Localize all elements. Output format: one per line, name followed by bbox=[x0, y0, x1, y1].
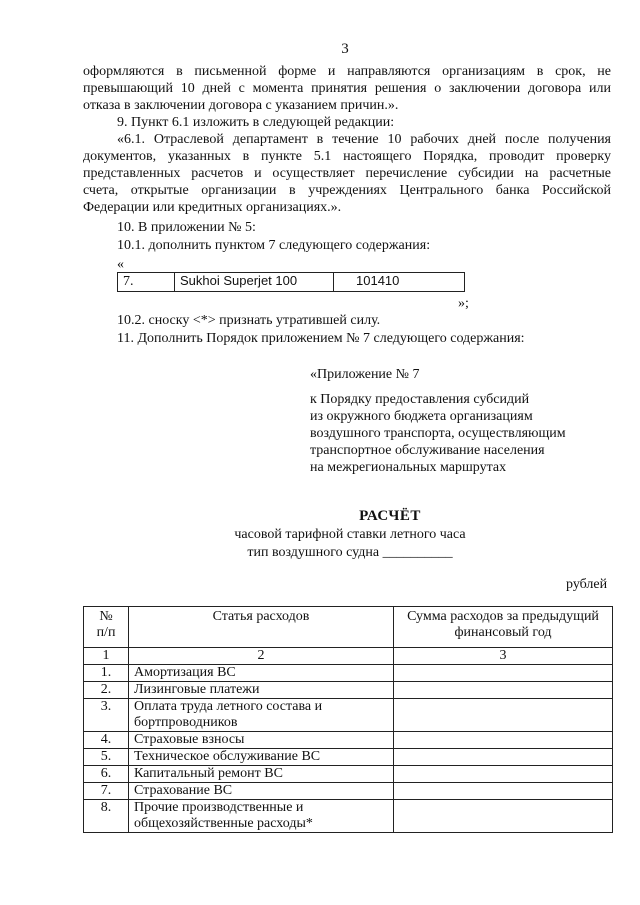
row-num: 7. bbox=[84, 783, 129, 800]
row-item-line: Оплата труда летного состава и bbox=[134, 699, 323, 714]
column-number: 1 bbox=[84, 648, 129, 665]
column-number: 3 bbox=[394, 648, 613, 665]
row-item bbox=[129, 800, 394, 833]
inserted-row-table bbox=[117, 272, 465, 292]
item-9-line: Федерации или кредитных организациях.». bbox=[83, 200, 342, 215]
item-10-heading: 10. В приложении № 5: bbox=[117, 220, 256, 235]
calc-subtitle: часовой тарифной ставки летного часа bbox=[234, 527, 466, 542]
row-sum bbox=[394, 682, 613, 699]
appendix-line: из окружного бюджета организациям bbox=[310, 409, 533, 424]
row-sum bbox=[394, 699, 613, 732]
item-9-line: представленных расчетов и осуществляет перечисление субсидии на расчетные bbox=[83, 166, 611, 181]
item-9-line: документов, указанных в пункте 5.1 настоящего Порядка, проводит проверку bbox=[83, 149, 611, 164]
row-item: Страховые взносы bbox=[129, 732, 394, 749]
item-9-line: «6.1. Отраслевой департамент в течение 10 рабочих дней после получения bbox=[117, 132, 611, 147]
row-sum bbox=[394, 749, 613, 766]
row-sum bbox=[394, 783, 613, 800]
open-quote: « bbox=[117, 257, 124, 272]
currency-label: рублей bbox=[566, 577, 608, 592]
row-item-line: Прочие производственные и bbox=[134, 800, 304, 815]
inserted-row-value: 101410 bbox=[334, 273, 465, 292]
header-sum-line: финансовый год bbox=[454, 625, 552, 640]
row-item-line: бортпроводников bbox=[134, 715, 238, 730]
item-9-line: счета, открытые организации в учреждениях Центрального банка Российской bbox=[83, 183, 611, 198]
inserted-row-aircraft: Sukhoi Superjet 100 bbox=[175, 273, 334, 292]
column-number: 2 bbox=[129, 648, 394, 665]
header-num-line: п/п bbox=[96, 625, 116, 640]
page-number: 3 bbox=[341, 41, 349, 57]
table-row bbox=[84, 682, 613, 699]
intro-line: отказа в заключении договора с указанием причин.». bbox=[83, 98, 399, 113]
row-item: Капитальный ремонт ВС bbox=[129, 766, 394, 783]
row-item bbox=[129, 699, 394, 732]
aircraft-type-line: тип воздушного судна __________ bbox=[247, 545, 453, 560]
row-item-line: общехозяйственные расходы* bbox=[134, 816, 313, 831]
row-num: 2. bbox=[84, 682, 129, 699]
header-sum bbox=[394, 607, 613, 648]
table-row bbox=[84, 665, 613, 682]
row-sum bbox=[394, 732, 613, 749]
table-row bbox=[84, 749, 613, 766]
table-header-row bbox=[84, 607, 613, 648]
row-sum bbox=[394, 766, 613, 783]
item-9-heading: 9. Пункт 6.1 изложить в следующей редакции: bbox=[117, 115, 395, 130]
header-num-line: № bbox=[99, 609, 113, 624]
table-row bbox=[84, 732, 613, 749]
calc-title: РАСЧЁТ bbox=[359, 508, 421, 524]
row-item: Амортизация ВС bbox=[129, 665, 394, 682]
table-row bbox=[118, 273, 465, 292]
appendix-line: воздушного транспорта, осуществляющим bbox=[310, 426, 566, 441]
item-11: 11. Дополнить Порядок приложением № 7 следующего содержания: bbox=[117, 331, 525, 346]
table-row bbox=[84, 800, 613, 833]
column-numbers-row bbox=[84, 648, 613, 665]
table-row bbox=[84, 783, 613, 800]
appendix-line: транспортное обслуживание населения bbox=[310, 443, 545, 458]
row-item: Лизинговые платежи bbox=[129, 682, 394, 699]
expenses-table bbox=[83, 606, 613, 833]
appendix-line: на межрегиональных маршрутах bbox=[310, 460, 507, 475]
item-10-2: 10.2. сноску <*> признать утратившей силу. bbox=[117, 313, 381, 328]
row-sum bbox=[394, 800, 613, 833]
row-num: 4. bbox=[84, 732, 129, 749]
row-item: Страхование ВС bbox=[129, 783, 394, 800]
appendix-line: к Порядку предоставления субсидий bbox=[310, 392, 530, 407]
row-num: 5. bbox=[84, 749, 129, 766]
header-num bbox=[84, 607, 129, 648]
item-10-1: 10.1. дополнить пунктом 7 следующего содержания: bbox=[117, 238, 431, 253]
row-num: 1. bbox=[84, 665, 129, 682]
appendix-title: «Приложение № 7 bbox=[310, 367, 420, 382]
intro-line: превышающий 10 дней с момента принятия решения о заключении договора или bbox=[83, 81, 611, 96]
inserted-row-num: 7. bbox=[118, 273, 175, 292]
header-sum-line: Сумма расходов за предыдущий bbox=[407, 609, 599, 624]
header-item: Статья расходов bbox=[129, 607, 394, 648]
row-sum bbox=[394, 665, 613, 682]
row-num: 8. bbox=[84, 800, 129, 833]
row-item: Техническое обслуживание ВС bbox=[129, 749, 394, 766]
close-quote: »; bbox=[458, 296, 469, 311]
table-row bbox=[84, 766, 613, 783]
intro-line: оформляются в письменной форме и направляются организациям в срок, не bbox=[83, 64, 611, 79]
row-num: 3. bbox=[84, 699, 129, 732]
row-num: 6. bbox=[84, 766, 129, 783]
table-row bbox=[84, 699, 613, 732]
